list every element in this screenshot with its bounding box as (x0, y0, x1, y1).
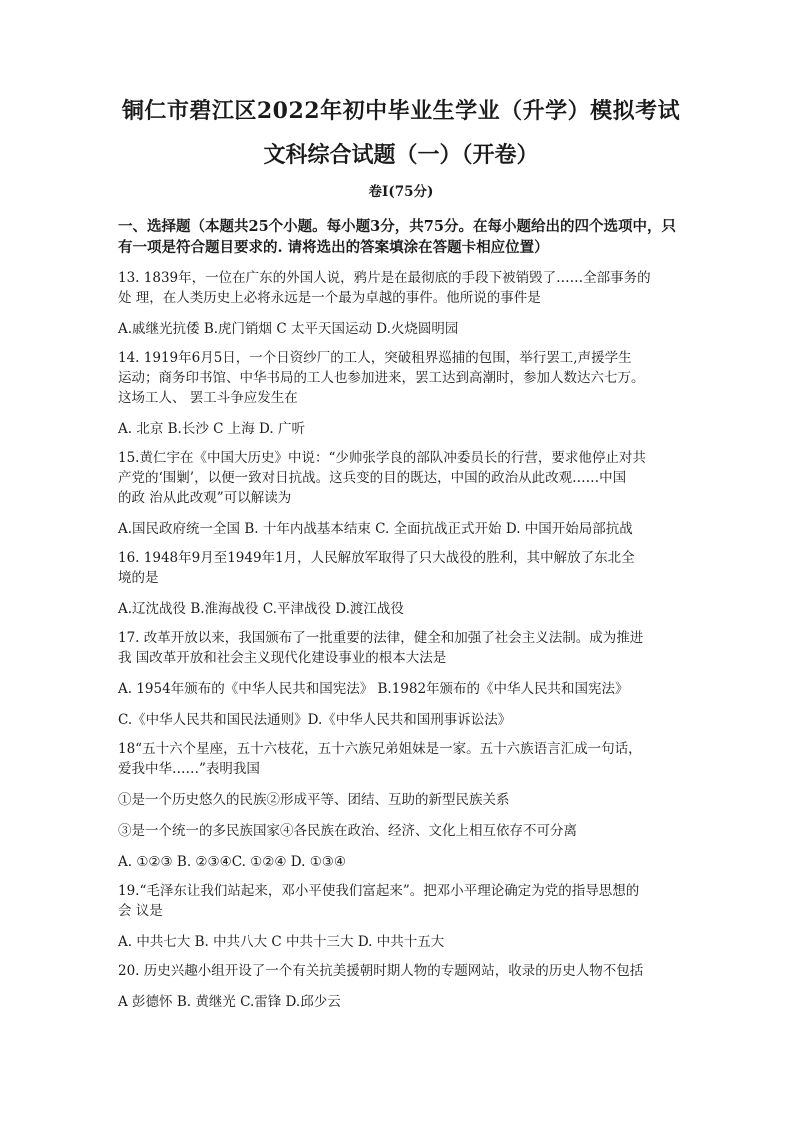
question-stem (118, 739, 684, 779)
question-stem-line: 13. 1839年，一位在广东的外国人说，鸦片是在最彻底的手段下被销毁了……全部事务的 (118, 270, 651, 286)
section-instructions (118, 216, 684, 258)
answer-options: A.国民政府统一全国 B. 十年内战基本结束 C. 全面抗战正式开始 D. 中国开始局部抗战 (118, 521, 633, 537)
question-stem-line: 爱我中华……”表明我国 (118, 761, 260, 777)
question-stem-line: 18“五十六个星座，五十六枝花，五十六族兄弟姐妹是一家。五十六族语言汇成一句话， (118, 741, 642, 757)
answer-options: C.《中华人民共和国民法通则》D.《中华人民共和国刑事诉讼法》 (118, 712, 512, 728)
section-instructions-line: 有一项是符合题目要求的. 请将选出的答案填涂在答题卡相应位置） (118, 239, 549, 256)
answer-options: A. ①②③ B. ②③④C. ①②④ D. ①③④ (118, 854, 347, 870)
answer-options: A. 北京 B.长沙 C 上海 D. 广听 (118, 421, 305, 437)
question-stem-line: 20. 历史兴趣小组开设了一个有关抗美援朝时期人物的专题网站，收录的历史人物不包括 (118, 963, 644, 979)
question-stem-line: 这场工人、 罢工斗争应发生在 (118, 390, 298, 406)
volume-heading: 卷Ⅰ(75分) (368, 184, 434, 200)
question-list (118, 268, 684, 1012)
exam-subtitle: 文科综合试题（一）（开卷） (263, 142, 539, 168)
answer-options: A. 1954年颁布的《中华人民共和国宪法》 B.1982年颁布的《中华人民共和国宪法》 (118, 681, 629, 697)
question-stem-line: 会 议是 (118, 903, 163, 919)
question-stem-line: 处 理，在人类历史上必将永远是一个最为卓越的事件。他所说的事件是 (118, 290, 541, 306)
question-stem-line: 17. 改革开放以来，我国颁布了一批重要的法律，健全和加强了社会主义法制。成为推进 (118, 630, 644, 646)
question-stem-line: 16. 1948年9月至1949年1月，人民解放军取得了只大战役的胜利，其中解放了东北全 (118, 550, 635, 566)
question-stem-line: 运动；商务印书馆、中华书局的工人也参加进来，罢工达到高潮时，参加人数达六七万。 (118, 370, 645, 386)
question-stem (118, 548, 684, 588)
question-stem-line: 我 国改革开放和社会主义现代化建设事业的根本大法是 (118, 650, 447, 666)
exam-title: 铜仁市碧江区2022年初中毕业生学业（升学）模拟考试 (121, 98, 681, 124)
question-stem-line: 的政 治从此改观”可以解读为 (118, 490, 292, 506)
answer-options: ①是一个历史悠久的民族②形成平等、团结、互助的新型民族关系 (118, 792, 510, 808)
question-stem-line: 产党的‘围剿’，以便一致对日抗战。这兵变的目的既达，中国的政治从此改观……中国 (118, 470, 627, 486)
question-stem (118, 881, 684, 921)
question-stem-line: 15.黄仁宇在《中国大历史》中说：“少帅张学良的部队冲委员长的行营，要求他停止对共 (118, 450, 646, 466)
question-stem-line: 14. 1919年6月5日，一个日资纱厂的工人，突破租界巡捕的包围，举行罢工,声援学生 (118, 350, 632, 366)
question-stem (118, 961, 684, 981)
answer-options: A. 中共七大 B. 中共八大 C 中共十三大 D. 中共十五大 (118, 934, 445, 950)
question-stem (118, 448, 684, 508)
answer-options: A.辽沈战役 B.淮海战役 C.平津战役 D.渡江战役 (118, 601, 404, 617)
answer-options: A.戚继光抗倭 B.虎门销烟 C 太平天国运动 D.火烧圆明园 (118, 321, 459, 337)
answer-options: A 彭德怀 B. 黄继光 C.雷锋 D.邱少云 (118, 994, 341, 1010)
section-instructions-line: 一、选择题（本题共25个小题。每小题3分，共75分。在每小题给出的四个选项中，只 (118, 218, 676, 235)
question-stem (118, 348, 684, 408)
question-stem-line: 境的是 (118, 570, 159, 586)
question-stem (118, 628, 684, 668)
question-stem (118, 268, 684, 308)
answer-options: ③是一个统一的多民族国家④各民族在政治、经济、文化上相互依存不可分离 (118, 823, 577, 839)
question-stem-line: 19.“毛泽东让我们站起来，邓小平使我们富起来”。把邓小平理论确定为党的指导思想的 (118, 883, 640, 899)
